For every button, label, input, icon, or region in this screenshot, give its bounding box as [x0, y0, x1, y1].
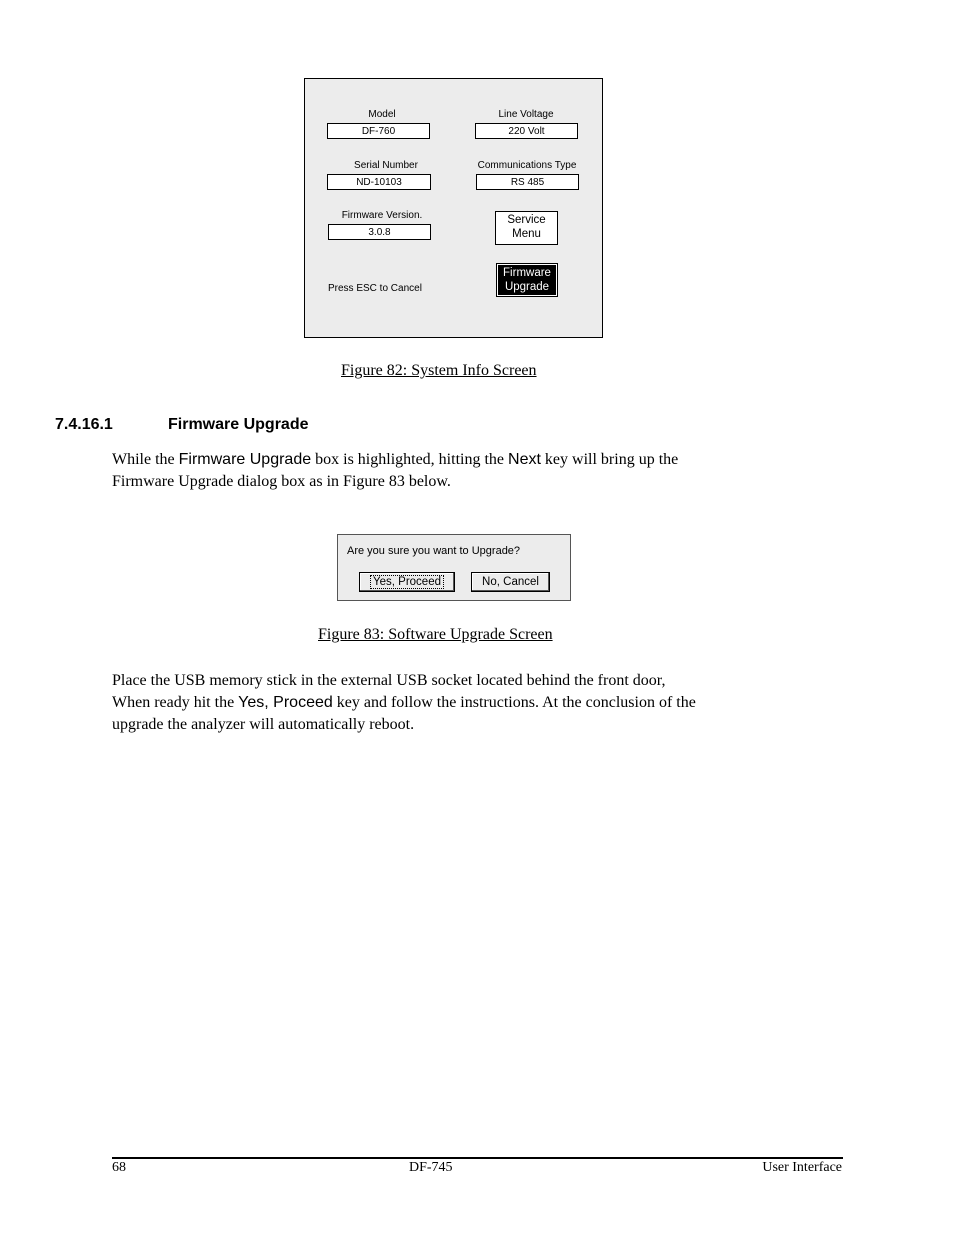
service-menu-label-line1: Service: [507, 214, 546, 226]
page-number: 68: [112, 1160, 126, 1175]
document-id: DF-745: [409, 1160, 453, 1175]
system-info-screen: [304, 78, 603, 338]
communications-type-field[interactable]: RS 485: [476, 174, 579, 190]
no-cancel-label: No, Cancel: [482, 576, 539, 588]
paragraph-usb-instructions: [112, 670, 812, 736]
section-number: 7.4.16.1: [55, 416, 113, 433]
yes-proceed-label: Yes, Proceed: [373, 576, 441, 588]
firmware-upgrade-label-line1: Firmware: [503, 267, 551, 279]
upgrade-confirm-dialog: [337, 534, 571, 601]
key-name: Yes, Proceed: [238, 694, 333, 711]
paragraph-firmware-upgrade: [112, 449, 812, 493]
section-name: User Interface: [762, 1160, 842, 1175]
service-menu-button[interactable]: [495, 211, 558, 245]
firmware-upgrade-label-line2: Upgrade: [504, 281, 550, 293]
paragraph-line: Firmware Upgrade dialog box as in Figure 83 below.: [112, 473, 451, 490]
serial-number-label: Serial Number: [354, 160, 418, 171]
model-field[interactable]: DF-760: [327, 123, 430, 139]
key-name: Firmware Upgrade: [178, 451, 312, 468]
line-voltage-label: Line Voltage: [498, 109, 554, 120]
paragraph-line: upgrade the analyzer will automatically reboot.: [112, 716, 415, 733]
text-run: key will bring up the: [540, 451, 679, 468]
paragraph-line: [112, 692, 812, 714]
esc-hint: Press ESC to Cancel: [328, 283, 422, 294]
section-heading: [55, 416, 308, 434]
text-run: While the: [112, 451, 179, 468]
communications-type-label: Communications Type: [477, 160, 577, 171]
text-run: box is highlighted, hitting the: [311, 451, 509, 468]
service-menu-label-line2: Menu: [512, 228, 541, 240]
yes-proceed-button[interactable]: [359, 572, 455, 592]
figure-82-caption: Figure 82: System Info Screen: [341, 362, 537, 379]
text-run: key and follow the instructions. At the conclusion of the: [332, 694, 696, 711]
paragraph-line: Place the USB memory stick in the external USB socket located behind the front door,: [112, 672, 666, 689]
key-name: Next: [508, 451, 541, 468]
figure-83-caption: Figure 83: Software Upgrade Screen: [318, 626, 553, 643]
line-voltage-field[interactable]: 220 Volt: [475, 123, 578, 139]
footer-divider: [112, 1157, 843, 1159]
section-title: Firmware Upgrade: [168, 416, 309, 433]
firmware-version-field[interactable]: 3.0.8: [328, 224, 431, 240]
firmware-version-label: Firmware Version.: [341, 210, 423, 221]
no-cancel-button[interactable]: [471, 572, 550, 592]
model-label: Model: [368, 109, 396, 120]
serial-number-field[interactable]: ND-10103: [327, 174, 431, 190]
paragraph-line: [112, 449, 812, 471]
text-run: When ready hit the: [112, 694, 239, 711]
firmware-upgrade-button[interactable]: [497, 264, 557, 296]
dialog-question: Are you sure you want to Upgrade?: [347, 545, 521, 557]
